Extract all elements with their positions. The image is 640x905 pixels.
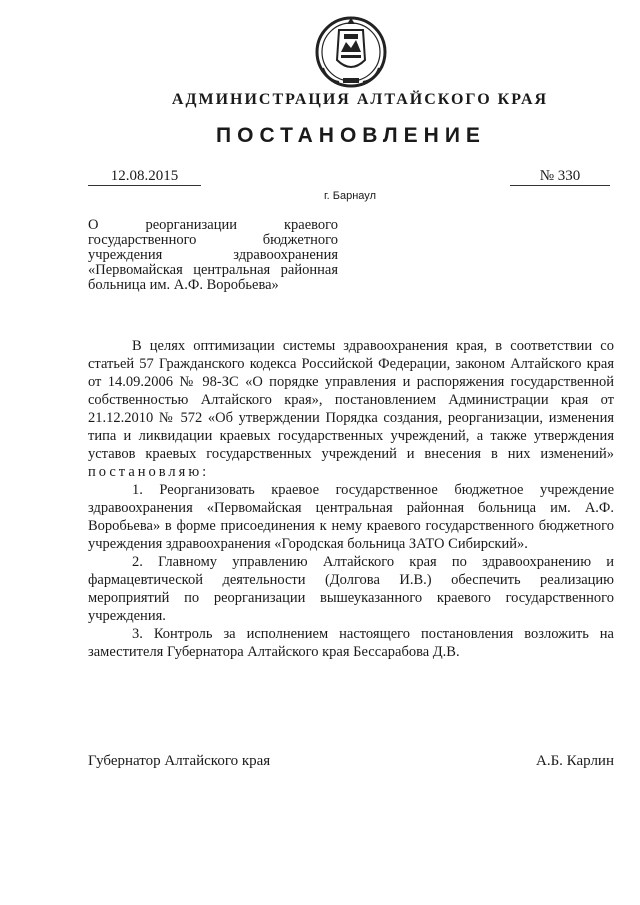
organization-title: АДМИНИСТРАЦИЯ АЛТАЙСКОГО КРАЯ [171,91,549,108]
resolution-item-3: 3. Контроль за исполнением настоящего постановления возложить на заместителя Губернатора Алтайского края Бессарабова Д.В. [88,626,614,660]
signatory-position: Губернатор Алтайского края [88,753,271,769]
preamble-text: В целях оптимизации системы здравоохранения края, в соответствии со статьей 57 Гражданского кодекса Российской Федерации, законом Алтайского края от 14.09.2006 № 98-ЗС «О порядке управления и распоряжения государственной собственностью Алтайского края», постановлением Администрации края от 21.12.2010 № 572 «Об утверждении Порядка создания, реорганизации, изменения типа и ликвидации краевых государственных учреждений, а также утверждения уставов краевых государственных учреждений и внесения в них изменений» [88,338,614,462]
resolution-item-2: 2. Главному управлению Алтайского края по здравоохранению и фармацевтической деятельности (Долгова И.В.) обеспечить реализацию мероприятий по реорганизации вышеуказанного краевого государственного учреждения. [88,554,614,624]
signatory-name: А.Б. Карлин [535,753,614,769]
document-subject: О реорганизации краевого государственного бюджетного учреждения здравоохранения «Первомайская центральная районная больница им. А.Ф. Воробьева» [88,217,338,293]
document-type: ПОСТАНОВЛЕНИЕ [216,124,486,147]
preamble-paragraph [88,337,614,481]
document-body [88,337,614,661]
resolution-item-1: 1. Реорганизовать краевое государственное бюджетное учреждение здравоохранения «Первомайская центральная районная больница им. А.Ф. Воробьева» в форме присоединения к нему краевого государственного бюджетного учреждения здравоохранения «Городская больница ЗАТО Сибирский». [88,482,614,552]
coat-of-arms-icon [311,12,391,92]
resolve-word: постановляю: [88,464,210,480]
document-city: г. Барнаул [324,190,376,202]
document-number: № 330 [510,168,610,186]
document-date: 12.08.2015 [88,168,201,186]
